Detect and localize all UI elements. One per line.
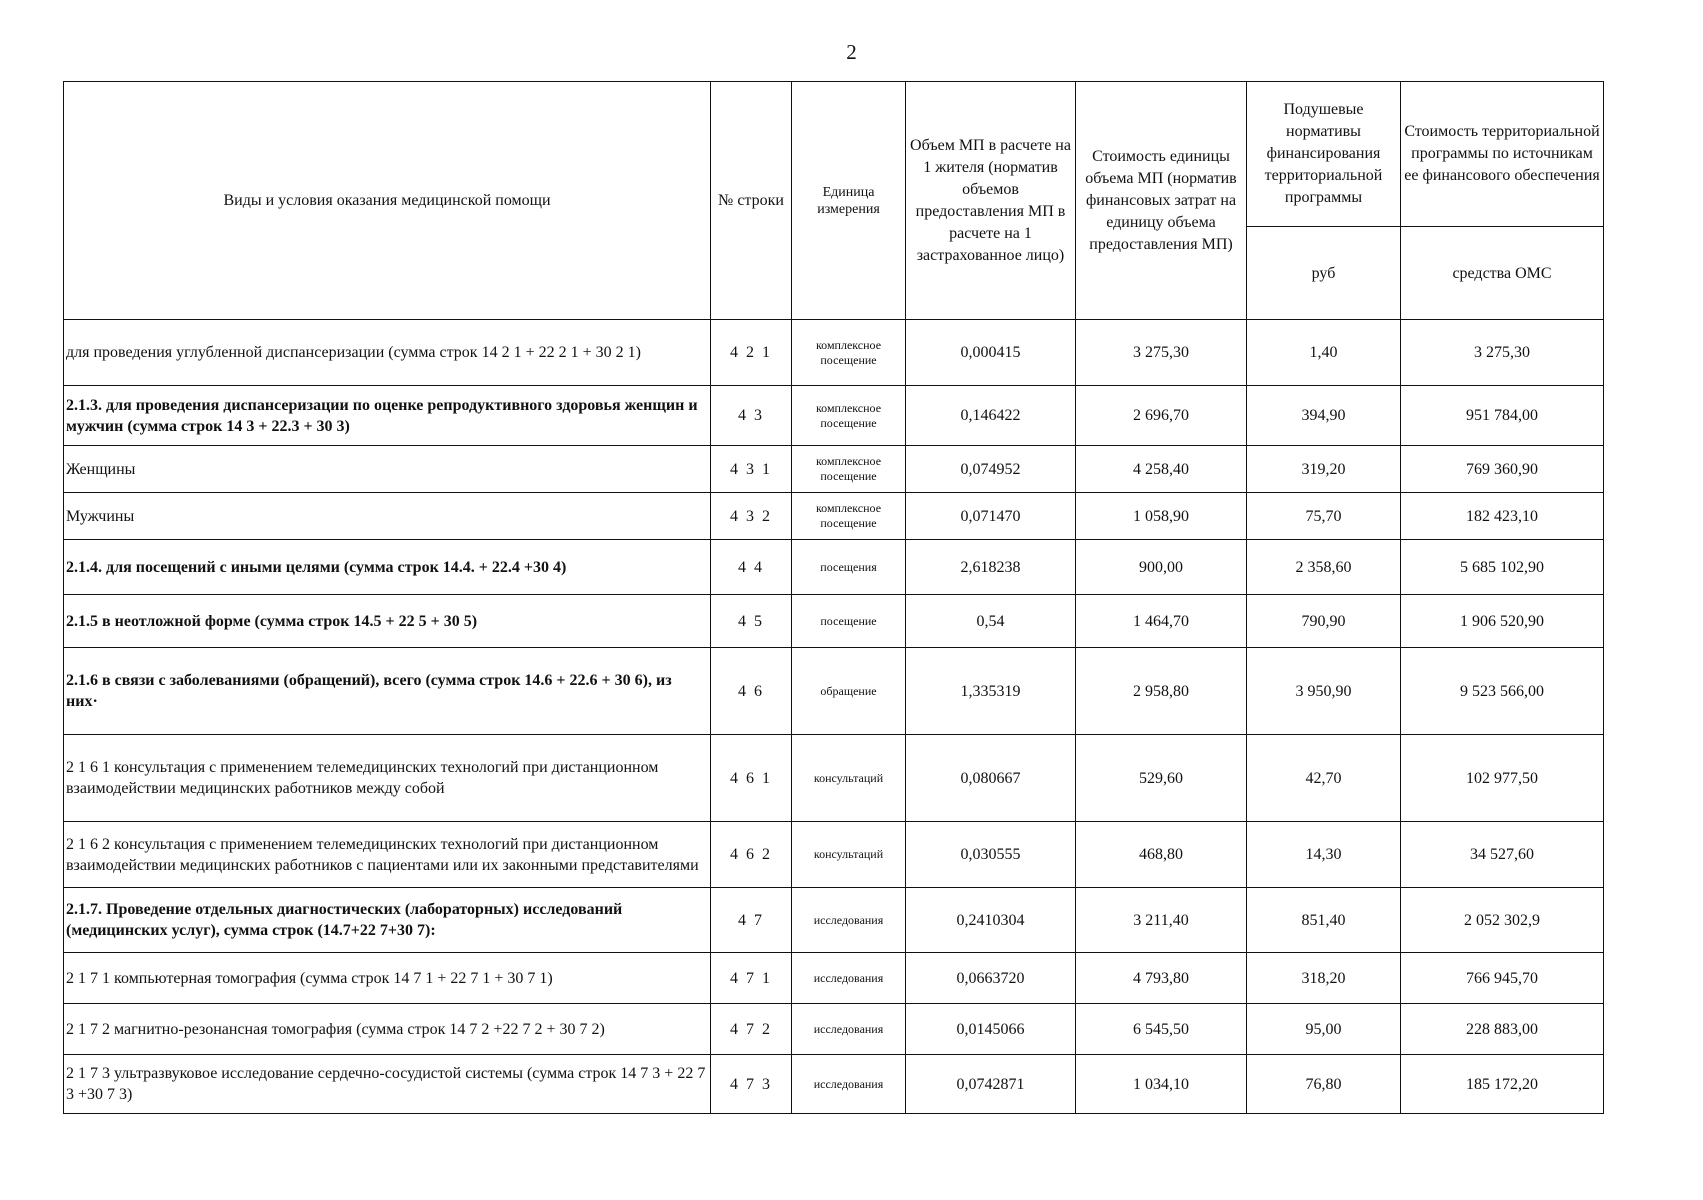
unit-cell: исследования [792, 888, 906, 953]
row-number-cell: 4 3 [711, 386, 792, 446]
volume-cell: 0,0742871 [906, 1055, 1076, 1114]
header-per-capita-sub: руб [1247, 227, 1401, 320]
unit-cost-cell: 1 058,90 [1076, 493, 1247, 540]
per-capita-cell: 76,80 [1247, 1055, 1401, 1114]
table-row [64, 493, 1604, 540]
unit-cell: комплексное посещение [792, 446, 906, 493]
unit-cost-cell: 529,60 [1076, 735, 1247, 822]
page-number: 2 [846, 40, 857, 64]
per-capita-cell: 790,90 [1247, 595, 1401, 648]
header-name: Виды и условия оказания медицинской помощи [64, 82, 711, 320]
per-capita-cell: 3 950,90 [1247, 648, 1401, 735]
row-number-cell: 4 5 [711, 595, 792, 648]
row-number-cell: 4 3 1 [711, 446, 792, 493]
unit-cell: исследования [792, 953, 906, 1004]
unit-cost-cell: 2 958,80 [1076, 648, 1247, 735]
table-row [64, 888, 1604, 953]
table-row [64, 1055, 1604, 1114]
table-row [64, 386, 1604, 446]
unit-cell: консультаций [792, 822, 906, 888]
program-cost-cell: 9 523 566,00 [1401, 648, 1604, 735]
unit-cell: обращение [792, 648, 906, 735]
row-number-cell: 4 6 1 [711, 735, 792, 822]
row-number-cell: 4 7 2 [711, 1004, 792, 1055]
unit-cost-cell: 1 464,70 [1076, 595, 1247, 648]
volume-cell: 1,335319 [906, 648, 1076, 735]
table-row [64, 446, 1604, 493]
row-name-cell: 2.1.5 в неотложной форме (сумма строк 14.5 + 22 5 + 30 5) [64, 595, 711, 648]
header-unit: Единица измерения [792, 82, 906, 320]
unit-cost-cell: 3 275,30 [1076, 320, 1247, 386]
row-name-cell: 2 1 7 2 магнитно-резонансная томография (сумма строк 14 7 2 +22 7 2 + 30 7 2) [64, 1004, 711, 1055]
program-cost-cell: 951 784,00 [1401, 386, 1604, 446]
program-cost-cell: 769 360,90 [1401, 446, 1604, 493]
row-number-cell: 4 2 1 [711, 320, 792, 386]
row-number-cell: 4 3 2 [711, 493, 792, 540]
volume-cell: 0,080667 [906, 735, 1076, 822]
table-row [64, 595, 1604, 648]
program-cost-cell: 185 172,20 [1401, 1055, 1604, 1114]
row-name-cell: 2.1.6 в связи с заболеваниями (обращений), всего (сумма строк 14.6 + 22.6 + 30 6), из них· [64, 648, 711, 735]
row-name-cell: 2.1.4. для посещений с иными целями (сумма строк 14.4. + 22.4 +30 4) [64, 540, 711, 595]
row-name-cell: 2 1 7 3 ультразвуковое исследование сердечно-сосудистой системы (сумма строк 14 7 3 + 22 7 3 +30 7 3) [64, 1055, 711, 1114]
per-capita-cell: 318,20 [1247, 953, 1401, 1004]
unit-cell: комплексное посещение [792, 493, 906, 540]
per-capita-cell: 851,40 [1247, 888, 1401, 953]
per-capita-cell: 95,00 [1247, 1004, 1401, 1055]
unit-cost-cell: 2 696,70 [1076, 386, 1247, 446]
unit-cell: исследования [792, 1004, 906, 1055]
program-cost-cell: 3 275,30 [1401, 320, 1604, 386]
row-name-cell: 2.1.7. Проведение отдельных диагностических (лабораторных) исследований (медицинских услуг), сумма строк (14.7+22 7+30 7): [64, 888, 711, 953]
table-row [64, 822, 1604, 888]
unit-cell: исследования [792, 1055, 906, 1114]
row-name-cell: 2 1 7 1 компьютерная томография (сумма строк 14 7 1 + 22 7 1 + 30 7 1) [64, 953, 711, 1004]
unit-cost-cell: 3 211,40 [1076, 888, 1247, 953]
unit-cell: посещения [792, 540, 906, 595]
per-capita-cell: 2 358,60 [1247, 540, 1401, 595]
table-row [64, 735, 1604, 822]
header-unit-cost: Стоимость единицы объема МП (норматив финансовых затрат на единицу объема предоставления МП) [1076, 82, 1247, 320]
table-row [64, 648, 1604, 735]
volume-cell: 0,54 [906, 595, 1076, 648]
volume-cell: 0,000415 [906, 320, 1076, 386]
program-cost-cell: 102 977,50 [1401, 735, 1604, 822]
volume-cell: 0,030555 [906, 822, 1076, 888]
per-capita-cell: 42,70 [1247, 735, 1401, 822]
table-row [64, 540, 1604, 595]
volume-cell: 0,074952 [906, 446, 1076, 493]
per-capita-cell: 75,70 [1247, 493, 1401, 540]
per-capita-cell: 1,40 [1247, 320, 1401, 386]
unit-cost-cell: 468,80 [1076, 822, 1247, 888]
unit-cost-cell: 6 545,50 [1076, 1004, 1247, 1055]
header-program-cost-sub: средства ОМС [1401, 227, 1604, 320]
row-name-cell: 2 1 6 1 консультация с применением телемедицинских технологий при дистанционном взаимодействии медицинских работников между собой [64, 735, 711, 822]
unit-cost-cell: 900,00 [1076, 540, 1247, 595]
volume-cell: 2,618238 [906, 540, 1076, 595]
volume-cell: 0,071470 [906, 493, 1076, 540]
unit-cell: посещение [792, 595, 906, 648]
per-capita-cell: 394,90 [1247, 386, 1401, 446]
program-cost-cell: 182 423,10 [1401, 493, 1604, 540]
table-row [64, 1004, 1604, 1055]
table-row [64, 320, 1604, 386]
program-cost-cell: 1 906 520,90 [1401, 595, 1604, 648]
row-name-cell: 2.1.3. для проведения диспансеризации по оценке репродуктивного здоровья женщин и мужчин (сумма строк 14 3 + 22.3 + 30 3) [64, 386, 711, 446]
unit-cell: комплексное посещение [792, 386, 906, 446]
program-cost-cell: 5 685 102,90 [1401, 540, 1604, 595]
table-body [64, 320, 1604, 1114]
per-capita-cell: 14,30 [1247, 822, 1401, 888]
per-capita-cell: 319,20 [1247, 446, 1401, 493]
header-program-cost: Стоимость территориальной программы по источникам ее финансового обеспечения [1401, 82, 1604, 227]
row-number-cell: 4 7 [711, 888, 792, 953]
volume-cell: 0,0145066 [906, 1004, 1076, 1055]
unit-cost-cell: 4 793,80 [1076, 953, 1247, 1004]
unit-cost-cell: 1 034,10 [1076, 1055, 1247, 1114]
row-name-cell: для проведения углубленной диспансеризации (сумма строк 14 2 1 + 22 2 1 + 30 2 1) [64, 320, 711, 386]
program-cost-cell: 34 527,60 [1401, 822, 1604, 888]
row-number-cell: 4 7 1 [711, 953, 792, 1004]
volume-cell: 0,2410304 [906, 888, 1076, 953]
row-number-cell: 4 4 [711, 540, 792, 595]
program-cost-cell: 2 052 302,9 [1401, 888, 1604, 953]
row-name-cell: Мужчины [64, 493, 711, 540]
row-name-cell: 2 1 6 2 консультация с применением телемедицинских технологий при дистанционном взаимодействии медицинских работников с пациентами или их законными представителями [64, 822, 711, 888]
unit-cell: консультаций [792, 735, 906, 822]
volume-cell: 0,146422 [906, 386, 1076, 446]
header-per-capita: Подушевые нормативы финансирования территориальной программы [1247, 82, 1401, 227]
volume-cell: 0,0663720 [906, 953, 1076, 1004]
row-name-cell: Женщины [64, 446, 711, 493]
table-row [64, 953, 1604, 1004]
unit-cost-cell: 4 258,40 [1076, 446, 1247, 493]
unit-cell: комплексное посещение [792, 320, 906, 386]
row-number-cell: 4 7 3 [711, 1055, 792, 1114]
medical-care-table [63, 81, 1604, 1114]
header-row-number: № строки [711, 82, 792, 320]
program-cost-cell: 228 883,00 [1401, 1004, 1604, 1055]
program-cost-cell: 766 945,70 [1401, 953, 1604, 1004]
header-volume: Объем МП в расчете на 1 жителя (норматив объемов предоставления МП в расчете на 1 застрахованное лицо) [906, 82, 1076, 320]
row-number-cell: 4 6 [711, 648, 792, 735]
row-number-cell: 4 6 2 [711, 822, 792, 888]
